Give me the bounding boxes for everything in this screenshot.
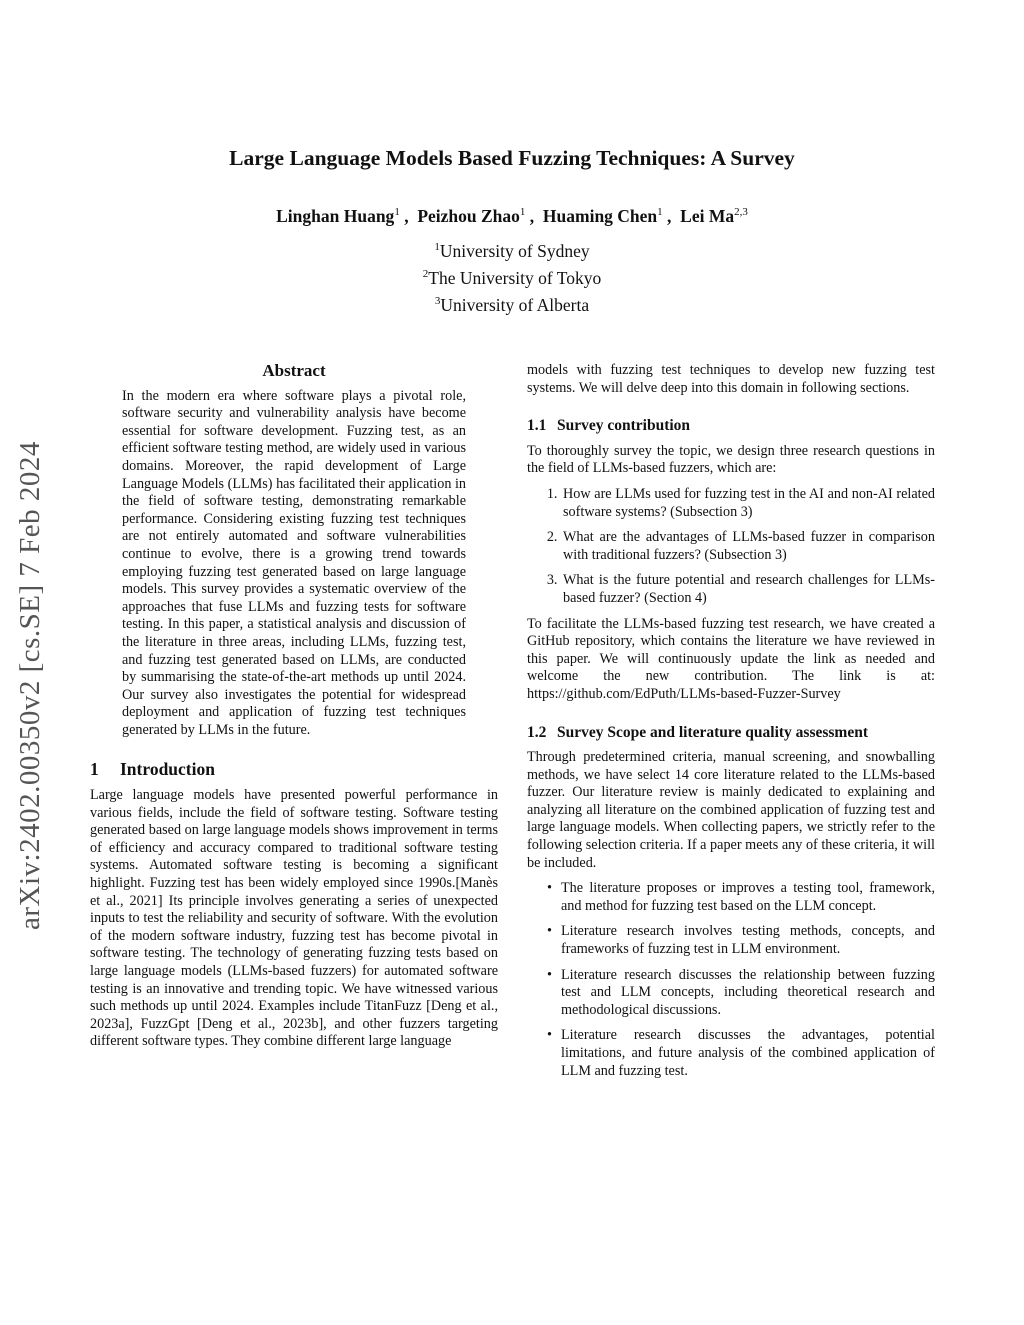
affil-mark: 3 (434, 294, 441, 307)
affil-mark: 2 (422, 267, 429, 280)
subsection-title: Survey contribution (557, 417, 691, 435)
author-affil-mark: 1 (519, 206, 526, 219)
affiliation-list (0, 236, 1024, 316)
subsection-heading-contribution (527, 417, 935, 435)
section-number: 1 (90, 759, 99, 780)
research-question: 3. What is the future potential and research challenges for LLMs-based fuzzer? (Section 4) (561, 572, 935, 607)
author-name: Peizhou Zhao (417, 206, 520, 226)
research-questions-list (527, 486, 935, 608)
criteria-item: • The literature proposes or improves a testing tool, framework, and method for fuzzing test based on the LLM concept. (561, 880, 935, 915)
author-affil-mark: 2,3 (734, 206, 748, 219)
subsection-title: Survey Scope and literature quality assessment (557, 723, 869, 741)
subsection-number: 1.2 (527, 723, 547, 741)
affil-name: The University of Tokyo (428, 267, 602, 288)
affiliation (0, 290, 1024, 317)
affil-mark: 1 (434, 241, 440, 253)
author-name: Lei Ma (680, 206, 735, 226)
subsection-heading-scope (527, 724, 935, 742)
section-title: Introduction (120, 759, 215, 780)
left-column (90, 362, 498, 1051)
research-question: 2. What are the advantages of LLMs-based fuzzer in comparison with traditional fuzzers? (Subsection 3) (561, 529, 935, 564)
arxiv-sidebar-stamp (14, 370, 54, 930)
introduction-text: Large language models have presented powerful performance in various fields, include the field of software testing. Software testing generated based on large language models shows improvement in terms of efficiency and accuracy compared to traditional software testing systems. Automated software testing is becoming a significant highlight. Fuzzing test has been widely employed since 1990s.[Manès et al., 2021] Its principle involves generating a series of unexpected inputs to test the reliability and security of software. With the evolution of the modern software industry, fuzzing test has become pivotal in software testing. The technology of generating fuzzing tests based on large language models (LLMs-based fuzzers) for automated software testing is an innovative and trending topic. We have witnessed various such methods up until 2024. Examples include TitanFuzz [Deng et al., 2023a], FuzzGpt [Deng et al., 2023b], and other fuzzers targeting different software types. They combine different large language (90, 787, 498, 1050)
arxiv-id: arXiv:2402.00350v2 [cs.SE] 7 Feb 2024 (14, 441, 46, 930)
author-list: Linghan Huang$^1$ , Peizhou Zhao$^1$ , Huaming Chen$^1$ , Lei Ma$^{2,3}$ (276, 206, 748, 226)
scope-intro: Through predetermined criteria, manual screening, and snowballing methods, we have select 14 core literature related to the LLMs-based fuzzer. Our literature review is mainly dedicated to explaining and analyzing all literature on the combined application of fuzzing test and large language models. When collecting papers, we strictly refer to the following selection criteria. If a paper meets any of these criteria, it will be included. (527, 749, 935, 871)
affiliation (0, 263, 1024, 290)
author-affil-mark: 1 (657, 206, 663, 219)
author-name: Huaming Chen (542, 206, 658, 226)
affil-name: University of Alberta (440, 294, 590, 315)
subsection-number: 1.1 (527, 417, 547, 435)
author-affil-mark: 1 (394, 206, 400, 219)
paper-title: Large Language Models Based Fuzzing Techniques: A Survey (229, 146, 795, 170)
abstract-text: In the modern era where software plays a pivotal role, software security and vulnerability analysis have become essential for software development. Fuzzing test, as an efficient software testing method, are widely used in various domains. Moreover, the rapid development of Large Language Models (LLMs) has facilitated their application in the field of software testing, demonstrating remarkable performance. Considering existing fuzzing test techniques are not entirely automated and software vulnerabilities continue to evolve, there is a growing trend towards employing fuzzing test generated based on large language models. This survey provides a systematic overview of the approaches that fuse LLMs and fuzzing tests for software testing. In this paper, a statistical analysis and discussion of the literature in three areas, including LLMs, fuzzing test, and fuzzing test generated based on LLMs, are conducted by summarising the state-of-the-art methods up until 2024. Our survey also investigates the potential for widespread deployment and application of fuzzing test techniques generated by LLMs in the future. (122, 387, 466, 738)
affiliation (0, 236, 1024, 263)
criteria-item: • Literature research discusses the relationship between fuzzing test and LLM concepts, including theoretical research and methodological discussions. (561, 967, 935, 1020)
author-name: Linghan Huang (276, 206, 395, 226)
criteria-item: • Literature research involves testing methods, concepts, and frameworks of fuzzing test in LLM environment. (561, 923, 935, 958)
criteria-item: • Literature research discusses the advantages, potential limitations, and future analysis of the combined application of LLM and fuzzing test. (561, 1027, 935, 1080)
abstract-heading: Abstract (262, 361, 326, 380)
introduction-continuation: models with fuzzing test techniques to develop new fuzzing test systems. We will delve deep into this domain in following sections. (527, 362, 935, 396)
research-question: 1. How are LLMs used for fuzzing test in the AI and non-AI related software systems? (Subsection 3) (561, 486, 935, 521)
criteria-list (527, 880, 935, 1080)
right-column (527, 362, 935, 1088)
contribution-outro: To facilitate the LLMs-based fuzzing test research, we have created a GitHub repository, which contains the literature we have reviewed in this paper. We will continuously update the link as needed and welcome the new contribution. The link is at: https://github.com/EdPuth/LLMs-based-Fuzzer-Survey (527, 615, 935, 702)
affil-name: University of Sydney (439, 240, 590, 261)
section-heading-introduction (90, 761, 498, 779)
contribution-intro: To thoroughly survey the topic, we design three research questions in the field of LLMs-based fuzzers, which are: (527, 442, 935, 477)
